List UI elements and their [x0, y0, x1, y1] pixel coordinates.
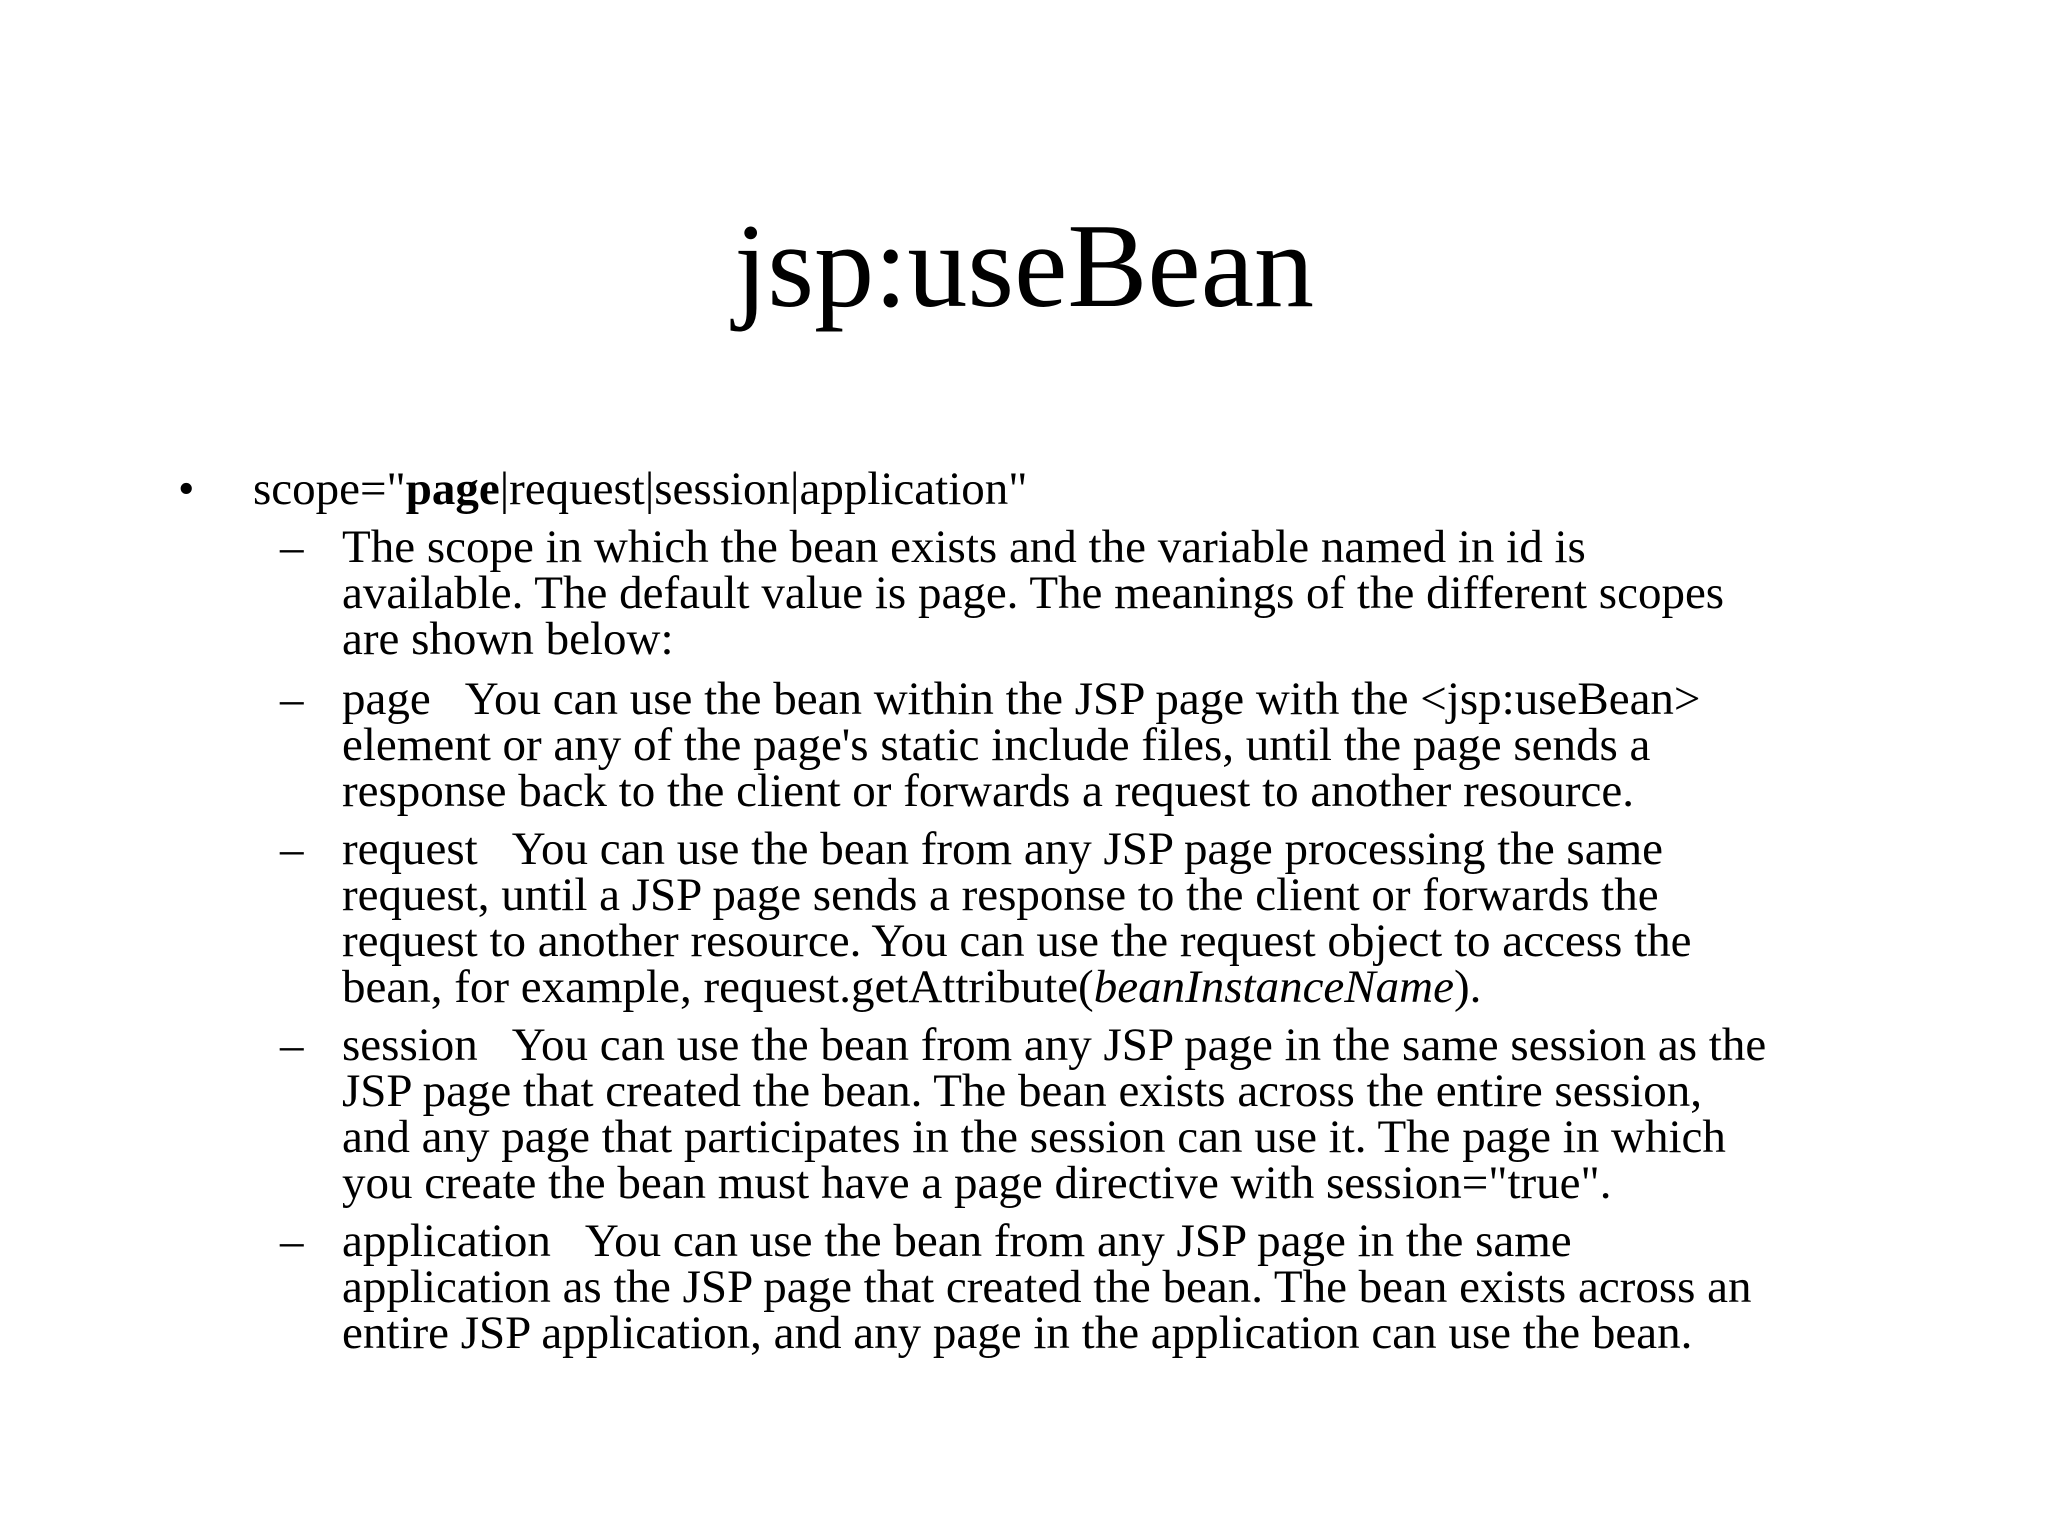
text-line: session You can use the bean from any JSP page in the same session as the: [342, 1019, 1767, 1071]
text-line: you create the bean must have a page directive with session="true".: [342, 1157, 1612, 1209]
text-line: bean, for example, request.getAttribute(beanInstanceName).: [342, 961, 1482, 1013]
text-line: request to another resource. You can use the request object to access the: [342, 915, 1692, 967]
subitem-text: [342, 1215, 1902, 1359]
bullet-scope-syntax: [253, 463, 1028, 515]
subitem-text: [342, 1019, 1902, 1209]
text-line: response back to the client or forwards a request to another resource.: [342, 765, 1634, 817]
slide-title: jsp:useBean: [734, 199, 1314, 332]
dash-marker: –: [280, 1019, 304, 1071]
text-line: request You can use the bean from any JSP page processing the same: [342, 823, 1664, 875]
subitem-text: [342, 673, 1902, 817]
bullet-marker: •: [178, 463, 195, 515]
bean-instance-name: beanInstanceName: [1093, 961, 1454, 1013]
subitem-text: [342, 823, 1902, 1013]
text-line: entire JSP application, and any page in the application can use the bean.: [342, 1307, 1693, 1359]
scope-options: |request|session|application": [499, 463, 1028, 515]
text-line: available. The default value is page. The meanings of the different scopes: [342, 567, 1725, 619]
scope-term: page: [342, 673, 431, 725]
scope-term: application: [342, 1215, 551, 1267]
scope-term: session: [342, 1019, 478, 1071]
text-line: JSP page that created the bean. The bean exists across the entire session,: [342, 1065, 1702, 1117]
text-line: request, until a JSP page sends a response to the client or forwards the: [342, 869, 1659, 921]
dash-marker: –: [280, 823, 304, 875]
text-line: element or any of the page's static include files, until the page sends a: [342, 719, 1651, 771]
text-line: are shown below:: [342, 613, 674, 665]
text-line: and any page that participates in the session can use it. The page in which: [342, 1111, 1726, 1163]
dash-marker: –: [280, 1215, 304, 1267]
text-line: page You can use the bean within the JSP page with the <jsp:useBean>: [342, 673, 1701, 725]
text-line: application as the JSP page that created the bean. The bean exists across an: [342, 1261, 1752, 1313]
scope-term: request: [342, 823, 478, 875]
scope-default-value: page: [405, 463, 500, 515]
text-line: application You can use the bean from any JSP page in the same: [342, 1215, 1572, 1267]
text-line: The scope in which the bean exists and the variable named in id is: [342, 521, 1586, 573]
dash-marker: –: [280, 521, 304, 573]
subitem-text: [342, 521, 1902, 665]
scope-prefix: scope=": [253, 463, 406, 515]
dash-marker: –: [280, 673, 304, 725]
